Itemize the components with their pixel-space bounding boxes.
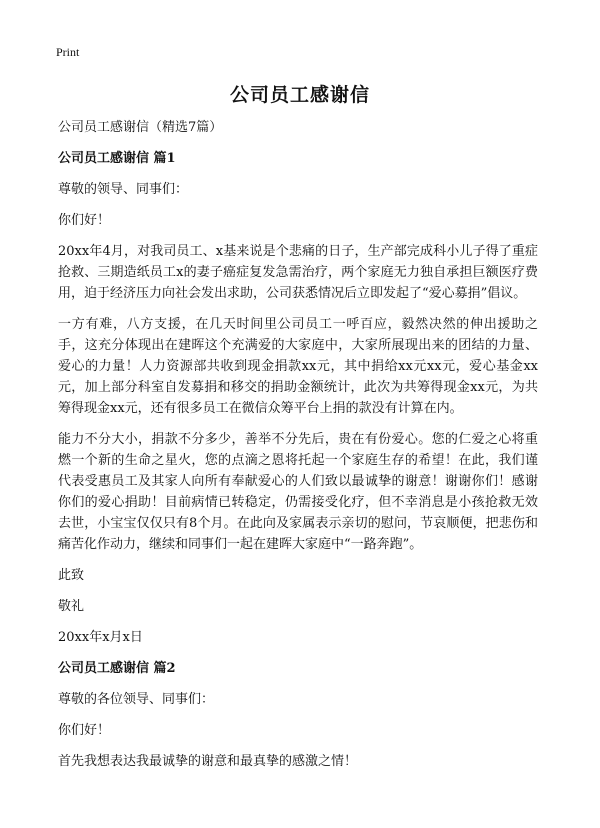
document-body [58, 117, 538, 782]
section-heading-1: 公司员工感谢信 篇1 [58, 151, 176, 166]
paragraph-1-1: 20xx年4月，对我司员工、x基来说是个悲痛的日子，生产部完成科小儿子得了重症抢救、三期造纸员工x的妻子癌症复发急需治疗，两个家庭无力独自承担巨额医疗费用，迫于经济压力向社会发出求助，公司获悉情况后立即发起了“爱心募捐”倡议。 [58, 244, 538, 301]
paragraph-1-3: 能力不分大小，捐款不分多少，善举不分先后，贵在有份爱心。您的仁爱之心将重燃一个新的生命之星火，您的点滴之恩将托起一个家庭生存的希望！在此，我们谨代表受惠员工及其家人向所有奉献爱心的人们致以最诚挚的谢意！谢谢你们！感谢你们的爱心捐助！目前病情已转稳定，仍需接受化疗，但不幸消息是小孩抢救无效去世，小宝宝仅仅只有8个月。在此向及家属表示亲切的慰问，节哀顺便，把悲伤和痛苦化作动力，继续和同事们一起在建晖大家庭中“一路奔跑”。 [58, 432, 538, 552]
greeting-2: 你们好！ [58, 723, 111, 738]
page-title: 公司员工感谢信 [229, 84, 370, 106]
letter-date: 20xx年x月x日 [58, 630, 143, 645]
salutation-2: 尊敬的各位领导、同事们： [58, 692, 215, 707]
paragraph-2-1: 首先我想表达我最诚挚的谢意和最真挚的感激之情！ [58, 754, 358, 769]
section-heading-2: 公司员工感谢信 篇2 [58, 661, 176, 676]
closing-ci-zhi: 此致 [58, 568, 85, 583]
salutation-1: 尊敬的领导、同事们： [58, 182, 189, 197]
closing-jing-li: 敬礼 [58, 599, 85, 614]
document-subtitle: 公司员工感谢信（精选7篇） [58, 120, 223, 135]
greeting-1: 你们好！ [58, 213, 111, 228]
print-link[interactable]: Print [56, 45, 80, 59]
paragraph-1-2: 一方有难，八方支援，在几天时间里公司员工一呼百应，毅然决然的伸出援助之手，这充分体现出在建晖这个充满爱的大家庭中，大家所展现出来的团结的力量、爱心的力量！人力资源部共收到现金捐款xx元，其中捐给xx元xx元，爱心基金xx元，加上部分科室自发募捐和移交的捐助金额统计，此次为共筹得现金xx元，为共筹得现金xx元，还有很多员工在微信众筹平台上捐的款没有计算在内。 [58, 317, 538, 416]
